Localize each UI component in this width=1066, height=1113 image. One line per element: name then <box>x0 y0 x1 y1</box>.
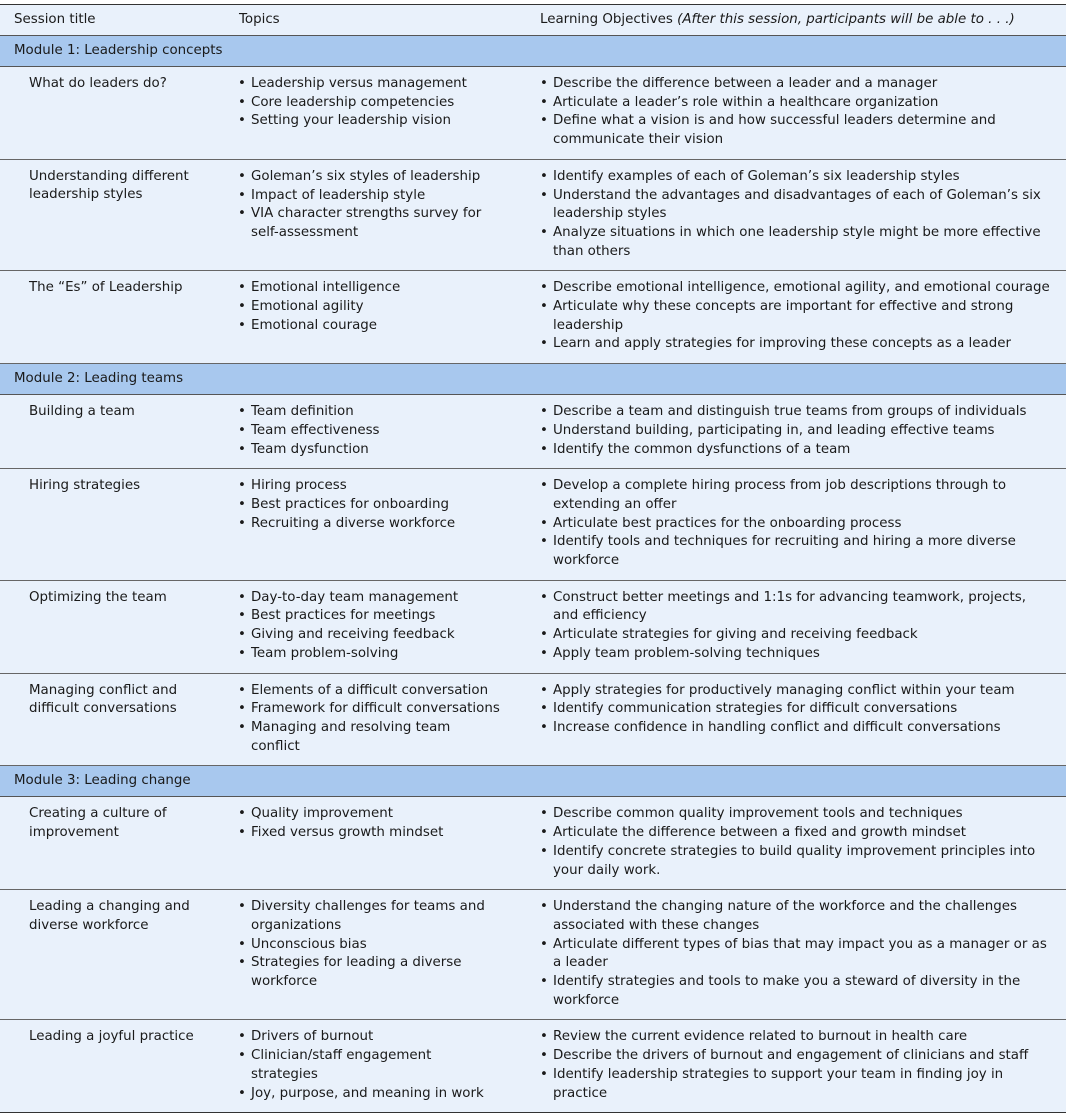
objective-item <box>539 1066 1051 1103</box>
bullet-icon: • <box>238 94 246 110</box>
topic-item <box>237 112 502 131</box>
bullet-icon: • <box>540 299 548 315</box>
objective-item <box>539 515 1051 534</box>
topic-item <box>237 682 502 701</box>
bullet-icon: • <box>540 94 548 110</box>
objective-item <box>539 94 1051 113</box>
bullet-icon: • <box>238 168 246 184</box>
bullet-icon: • <box>238 422 246 438</box>
session-row <box>0 67 1066 160</box>
bullet-icon: • <box>540 627 548 643</box>
bullet-icon: • <box>540 1029 548 1045</box>
objective-item <box>539 75 1051 94</box>
session-left-cell <box>0 67 537 160</box>
topic-item <box>237 496 502 515</box>
objectives-cell <box>537 1020 1066 1113</box>
module-title: Module 1: Leadership concepts <box>14 43 223 58</box>
bullet-icon: • <box>540 682 548 698</box>
topic-text: Leadership versus management <box>251 76 467 91</box>
objective-item <box>539 936 1051 973</box>
objectives-cell <box>537 469 1066 581</box>
header-objectives-cell <box>537 5 1066 36</box>
session-title: What do leaders do? <box>29 76 167 91</box>
objectives-list <box>537 271 1051 363</box>
header-objectives: Learning Objectives <box>540 12 673 27</box>
objective-text: Analyze situations in which one leadership style might be more effective than others <box>553 224 1041 259</box>
objective-text: Describe emotional intelligence, emotional agility, and emotional courage <box>553 280 1050 296</box>
objective-text: Identify tools and techniques for recruiting and hiring a more diverse workforce <box>553 534 1016 569</box>
bullet-icon: • <box>238 645 246 661</box>
session-left-cell <box>0 797 537 890</box>
topic-text: Emotional courage <box>251 317 378 333</box>
topic-item <box>237 403 502 422</box>
topic-item <box>237 279 502 298</box>
topic-item <box>237 936 502 955</box>
session-title: Leading a changing and diverse workforce <box>29 899 190 933</box>
topic-text: Recruiting a diverse workforce <box>251 515 456 531</box>
session-left-cell <box>0 580 537 673</box>
objectives-list <box>537 797 1051 889</box>
objective-text: Develop a complete hiring process from job descriptions through to extending an offer <box>553 478 1007 512</box>
objective-text: Describe a team and distinguish true teams from groups of individuals <box>553 404 1027 420</box>
bullet-icon: • <box>238 589 246 605</box>
objectives-cell <box>537 67 1066 160</box>
topic-item <box>237 94 502 113</box>
bullet-icon: • <box>238 682 246 698</box>
topic-item <box>237 626 502 645</box>
topic-text: Unconscious bias <box>251 936 367 952</box>
bullet-icon: • <box>540 899 548 915</box>
bullet-icon: • <box>540 1066 548 1082</box>
objective-text: Describe the drivers of burnout and engagement of clinicians and staff <box>553 1048 1029 1064</box>
objective-item <box>539 843 1051 880</box>
topic-text: Strategies for leading a diverse workforce <box>251 955 462 990</box>
session-row <box>0 469 1066 581</box>
bullet-icon: • <box>238 187 246 203</box>
curriculum-table <box>0 4 1066 1113</box>
session-left-cell <box>0 271 537 364</box>
bullet-icon: • <box>540 76 548 91</box>
objective-text: Articulate the difference between a fixed and growth mindset <box>553 825 966 841</box>
objective-text: Define what a vision is and how successful leaders determine and communicate their vision <box>553 113 996 148</box>
bullet-icon: • <box>540 589 548 605</box>
bullet-icon: • <box>238 1029 246 1045</box>
topic-item <box>237 298 502 317</box>
module-title: Module 2: Leading teams <box>14 371 184 387</box>
topic-item <box>237 954 502 991</box>
objective-item <box>539 645 1051 664</box>
topic-text: Elements of a difficult conversation <box>251 682 489 698</box>
topic-text: Best practices for onboarding <box>251 496 450 512</box>
objective-item <box>539 335 1051 354</box>
bullet-icon: • <box>238 113 246 129</box>
objective-item <box>539 898 1051 935</box>
topic-item <box>237 187 502 206</box>
objective-item <box>539 477 1051 514</box>
objective-text: Articulate strategies for giving and receiving feedback <box>553 627 918 643</box>
objectives-list <box>537 890 1051 1019</box>
header-topics: Topics <box>239 12 280 27</box>
bullet-icon: • <box>238 806 246 822</box>
bullet-icon: • <box>540 974 548 990</box>
objective-text: Identify strategies and tools to make you a steward of diversity in the workforce <box>553 974 1021 1008</box>
objectives-list <box>537 395 1051 468</box>
objective-text: Construct better meetings and 1:1s for advancing teamwork, projects, and efficiency <box>553 589 1026 624</box>
topic-text: Giving and receiving feedback <box>251 627 455 643</box>
objective-item <box>539 824 1051 843</box>
bullet-icon: • <box>540 113 548 129</box>
objective-item <box>539 533 1051 570</box>
module-row <box>0 36 1066 67</box>
objective-text: Identify examples of each of Goleman’s six leadership styles <box>553 168 960 184</box>
objective-item <box>539 805 1051 824</box>
bullet-icon: • <box>238 936 246 952</box>
session-title: Hiring strategies <box>29 478 141 494</box>
session-title: The “Es” of Leadership <box>29 280 183 296</box>
objective-item <box>539 973 1051 1010</box>
topic-text: Drivers of burnout <box>251 1029 374 1045</box>
session-row <box>0 797 1066 890</box>
objective-text: Articulate why these concepts are important for effective and strong leadership <box>553 299 1014 333</box>
topic-text: Team definition <box>251 404 354 420</box>
topic-item <box>237 898 502 935</box>
header-objectives-note: (After this session, participants will be able to . . .) <box>677 12 1015 27</box>
bullet-icon: • <box>540 515 548 531</box>
objective-item <box>539 187 1051 224</box>
session-row <box>0 1020 1066 1113</box>
bullet-icon: • <box>238 825 246 841</box>
topic-item <box>237 75 502 94</box>
topic-text: Framework for difficult conversations <box>251 701 500 717</box>
objective-item <box>539 719 1051 738</box>
session-title: Leading a joyful practice <box>29 1029 194 1045</box>
objective-item <box>539 279 1051 298</box>
bullet-icon: • <box>540 224 548 240</box>
bullet-icon: • <box>238 719 246 735</box>
topic-text: Core leadership competencies <box>251 94 455 110</box>
objective-text: Identify concrete strategies to build quality improvement principles into your daily work. <box>553 843 1036 878</box>
objectives-cell <box>537 890 1066 1020</box>
bullet-icon: • <box>540 701 548 717</box>
topic-item <box>237 589 502 608</box>
bullet-icon: • <box>238 899 246 915</box>
objectives-cell <box>537 395 1066 469</box>
objective-text: Apply strategies for productively managing conflict within your team <box>553 682 1015 698</box>
objective-text: Identify communication strategies for difficult conversations <box>553 701 958 717</box>
topic-item <box>237 205 502 242</box>
topic-item <box>237 477 502 496</box>
bullet-icon: • <box>238 496 246 512</box>
objectives-cell <box>537 159 1066 271</box>
topic-item <box>237 1085 502 1104</box>
objective-item <box>539 422 1051 441</box>
session-title: Managing conflict and difficult conversations <box>29 682 178 717</box>
objective-item <box>539 224 1051 261</box>
topic-text: Setting your leadership vision <box>251 113 451 129</box>
bullet-icon: • <box>540 336 548 352</box>
topic-text: Day-to-day team management <box>251 589 459 605</box>
bullet-icon: • <box>238 608 246 624</box>
objective-text: Identify leadership strategies to support your team in finding joy in practice <box>553 1066 1004 1101</box>
bullet-icon: • <box>238 478 246 494</box>
objective-text: Increase confidence in handling conflict and difficult conversations <box>553 719 1001 735</box>
module-row <box>0 766 1066 797</box>
topic-text: Emotional agility <box>251 299 364 315</box>
objective-text: Articulate different types of bias that may impact you as a manager or as a leader <box>553 936 1047 971</box>
topic-item <box>237 441 502 460</box>
topic-item <box>237 1047 502 1084</box>
session-left-cell <box>0 1020 537 1113</box>
session-left-cell <box>0 673 537 766</box>
bullet-icon: • <box>238 955 246 971</box>
session-left-cell <box>0 890 537 1020</box>
objective-text: Describe the difference between a leader and a manager <box>553 76 938 91</box>
objective-item <box>539 682 1051 701</box>
objective-text: Apply team problem-solving techniques <box>553 645 820 661</box>
bullet-icon: • <box>238 206 246 222</box>
objective-text: Review the current evidence related to burnout in health care <box>553 1029 968 1045</box>
topic-text: VIA character strengths survey for self-assessment <box>251 206 482 240</box>
session-title: Optimizing the team <box>29 589 167 605</box>
session-left-cell <box>0 469 537 581</box>
bullet-icon: • <box>540 280 548 296</box>
topic-text: Diversity challenges for teams and organizations <box>251 899 485 933</box>
topic-text: Best practices for meetings <box>251 608 436 624</box>
topic-text: Team dysfunction <box>251 441 369 457</box>
bullet-icon: • <box>540 441 548 457</box>
session-row <box>0 271 1066 364</box>
topic-item <box>237 317 502 336</box>
session-title: Understanding different leadership styles <box>29 168 189 203</box>
objective-item <box>539 441 1051 460</box>
bullet-icon: • <box>540 843 548 859</box>
topic-item <box>237 168 502 187</box>
bullet-icon: • <box>238 76 246 91</box>
topic-text: Team problem-solving <box>251 645 399 661</box>
objectives-cell <box>537 271 1066 364</box>
objective-text: Understand the changing nature of the workforce and the challenges associated with these changes <box>553 899 1017 933</box>
topic-text: Fixed versus growth mindset <box>251 825 444 841</box>
objectives-list <box>537 67 1051 159</box>
objective-item <box>539 589 1051 626</box>
objective-text: Describe common quality improvement tools and techniques <box>553 806 963 822</box>
topic-text: Joy, purpose, and meaning in work <box>251 1085 484 1101</box>
topic-text: Hiring process <box>251 478 347 494</box>
bullet-icon: • <box>238 404 246 420</box>
objectives-list <box>537 1020 1051 1112</box>
objective-item <box>539 168 1051 187</box>
session-row <box>0 395 1066 469</box>
bullet-icon: • <box>540 168 548 184</box>
objective-item <box>539 112 1051 149</box>
bullet-icon: • <box>540 422 548 438</box>
topic-item <box>237 515 502 534</box>
objective-text: Articulate best practices for the onboarding process <box>553 515 902 531</box>
bullet-icon: • <box>238 317 246 333</box>
objective-text: Articulate a leader’s role within a healthcare organization <box>553 94 939 110</box>
bullet-icon: • <box>540 719 548 735</box>
topic-text: Quality improvement <box>251 806 393 822</box>
bullet-icon: • <box>238 515 246 531</box>
topic-text: Impact of leadership style <box>251 187 426 203</box>
bullet-icon: • <box>540 187 548 203</box>
objectives-list <box>537 674 1051 747</box>
topic-item <box>237 719 502 756</box>
bullet-icon: • <box>540 534 548 550</box>
topic-item <box>237 607 502 626</box>
objectives-list <box>537 160 1051 271</box>
topic-text: Team effectiveness <box>251 422 380 438</box>
topic-item <box>237 824 502 843</box>
session-row <box>0 580 1066 673</box>
objectives-list <box>537 469 1051 580</box>
objective-item <box>539 298 1051 335</box>
bullet-icon: • <box>540 825 548 841</box>
topic-text: Clinician/staff engagement strategies <box>251 1048 432 1082</box>
topic-text: Managing and resolving team conflict <box>251 719 451 754</box>
objective-item <box>539 1028 1051 1047</box>
topic-item <box>237 1028 502 1047</box>
topic-item <box>237 422 502 441</box>
module-row <box>0 364 1066 395</box>
objective-text: Identify the common dysfunctions of a team <box>553 441 851 457</box>
topic-item <box>237 805 502 824</box>
objective-item <box>539 403 1051 422</box>
bullet-icon: • <box>238 627 246 643</box>
header-left <box>0 5 537 36</box>
objectives-cell <box>537 673 1066 766</box>
session-title: Creating a culture of improvement <box>29 806 167 840</box>
bullet-icon: • <box>540 478 548 494</box>
bullet-icon: • <box>540 936 548 952</box>
table-header-row <box>0 5 1066 36</box>
bullet-icon: • <box>540 806 548 822</box>
topic-item <box>237 645 502 664</box>
bullet-icon: • <box>238 441 246 457</box>
objectives-cell <box>537 580 1066 673</box>
objective-text: Learn and apply strategies for improving these concepts as a leader <box>553 336 1011 352</box>
bullet-icon: • <box>238 299 246 315</box>
session-left-cell <box>0 395 537 469</box>
session-row <box>0 159 1066 271</box>
objective-item <box>539 700 1051 719</box>
objective-text: Understand the advantages and disadvantages of each of Goleman’s six leadership styles <box>553 187 1041 222</box>
objectives-cell <box>537 797 1066 890</box>
header-session-title: Session title <box>14 12 96 27</box>
bullet-icon: • <box>238 701 246 717</box>
bullet-icon: • <box>540 404 548 420</box>
topic-text: Emotional intelligence <box>251 280 401 296</box>
session-title: Building a team <box>29 404 135 420</box>
topic-text: Goleman’s six styles of leadership <box>251 168 481 184</box>
objective-item <box>539 626 1051 645</box>
objective-text: Understand building, participating in, and leading effective teams <box>553 422 995 438</box>
bullet-icon: • <box>540 645 548 661</box>
module-title: Module 3: Leading change <box>14 773 191 789</box>
bullet-icon: • <box>238 1085 246 1101</box>
session-left-cell <box>0 159 537 271</box>
objectives-list <box>537 581 1051 673</box>
bullet-icon: • <box>238 1048 246 1064</box>
bullet-icon: • <box>238 280 246 296</box>
topic-item <box>237 700 502 719</box>
objective-item <box>539 1047 1051 1066</box>
session-row <box>0 673 1066 766</box>
table-body <box>0 36 1066 1113</box>
session-row <box>0 890 1066 1020</box>
bullet-icon: • <box>540 1048 548 1064</box>
